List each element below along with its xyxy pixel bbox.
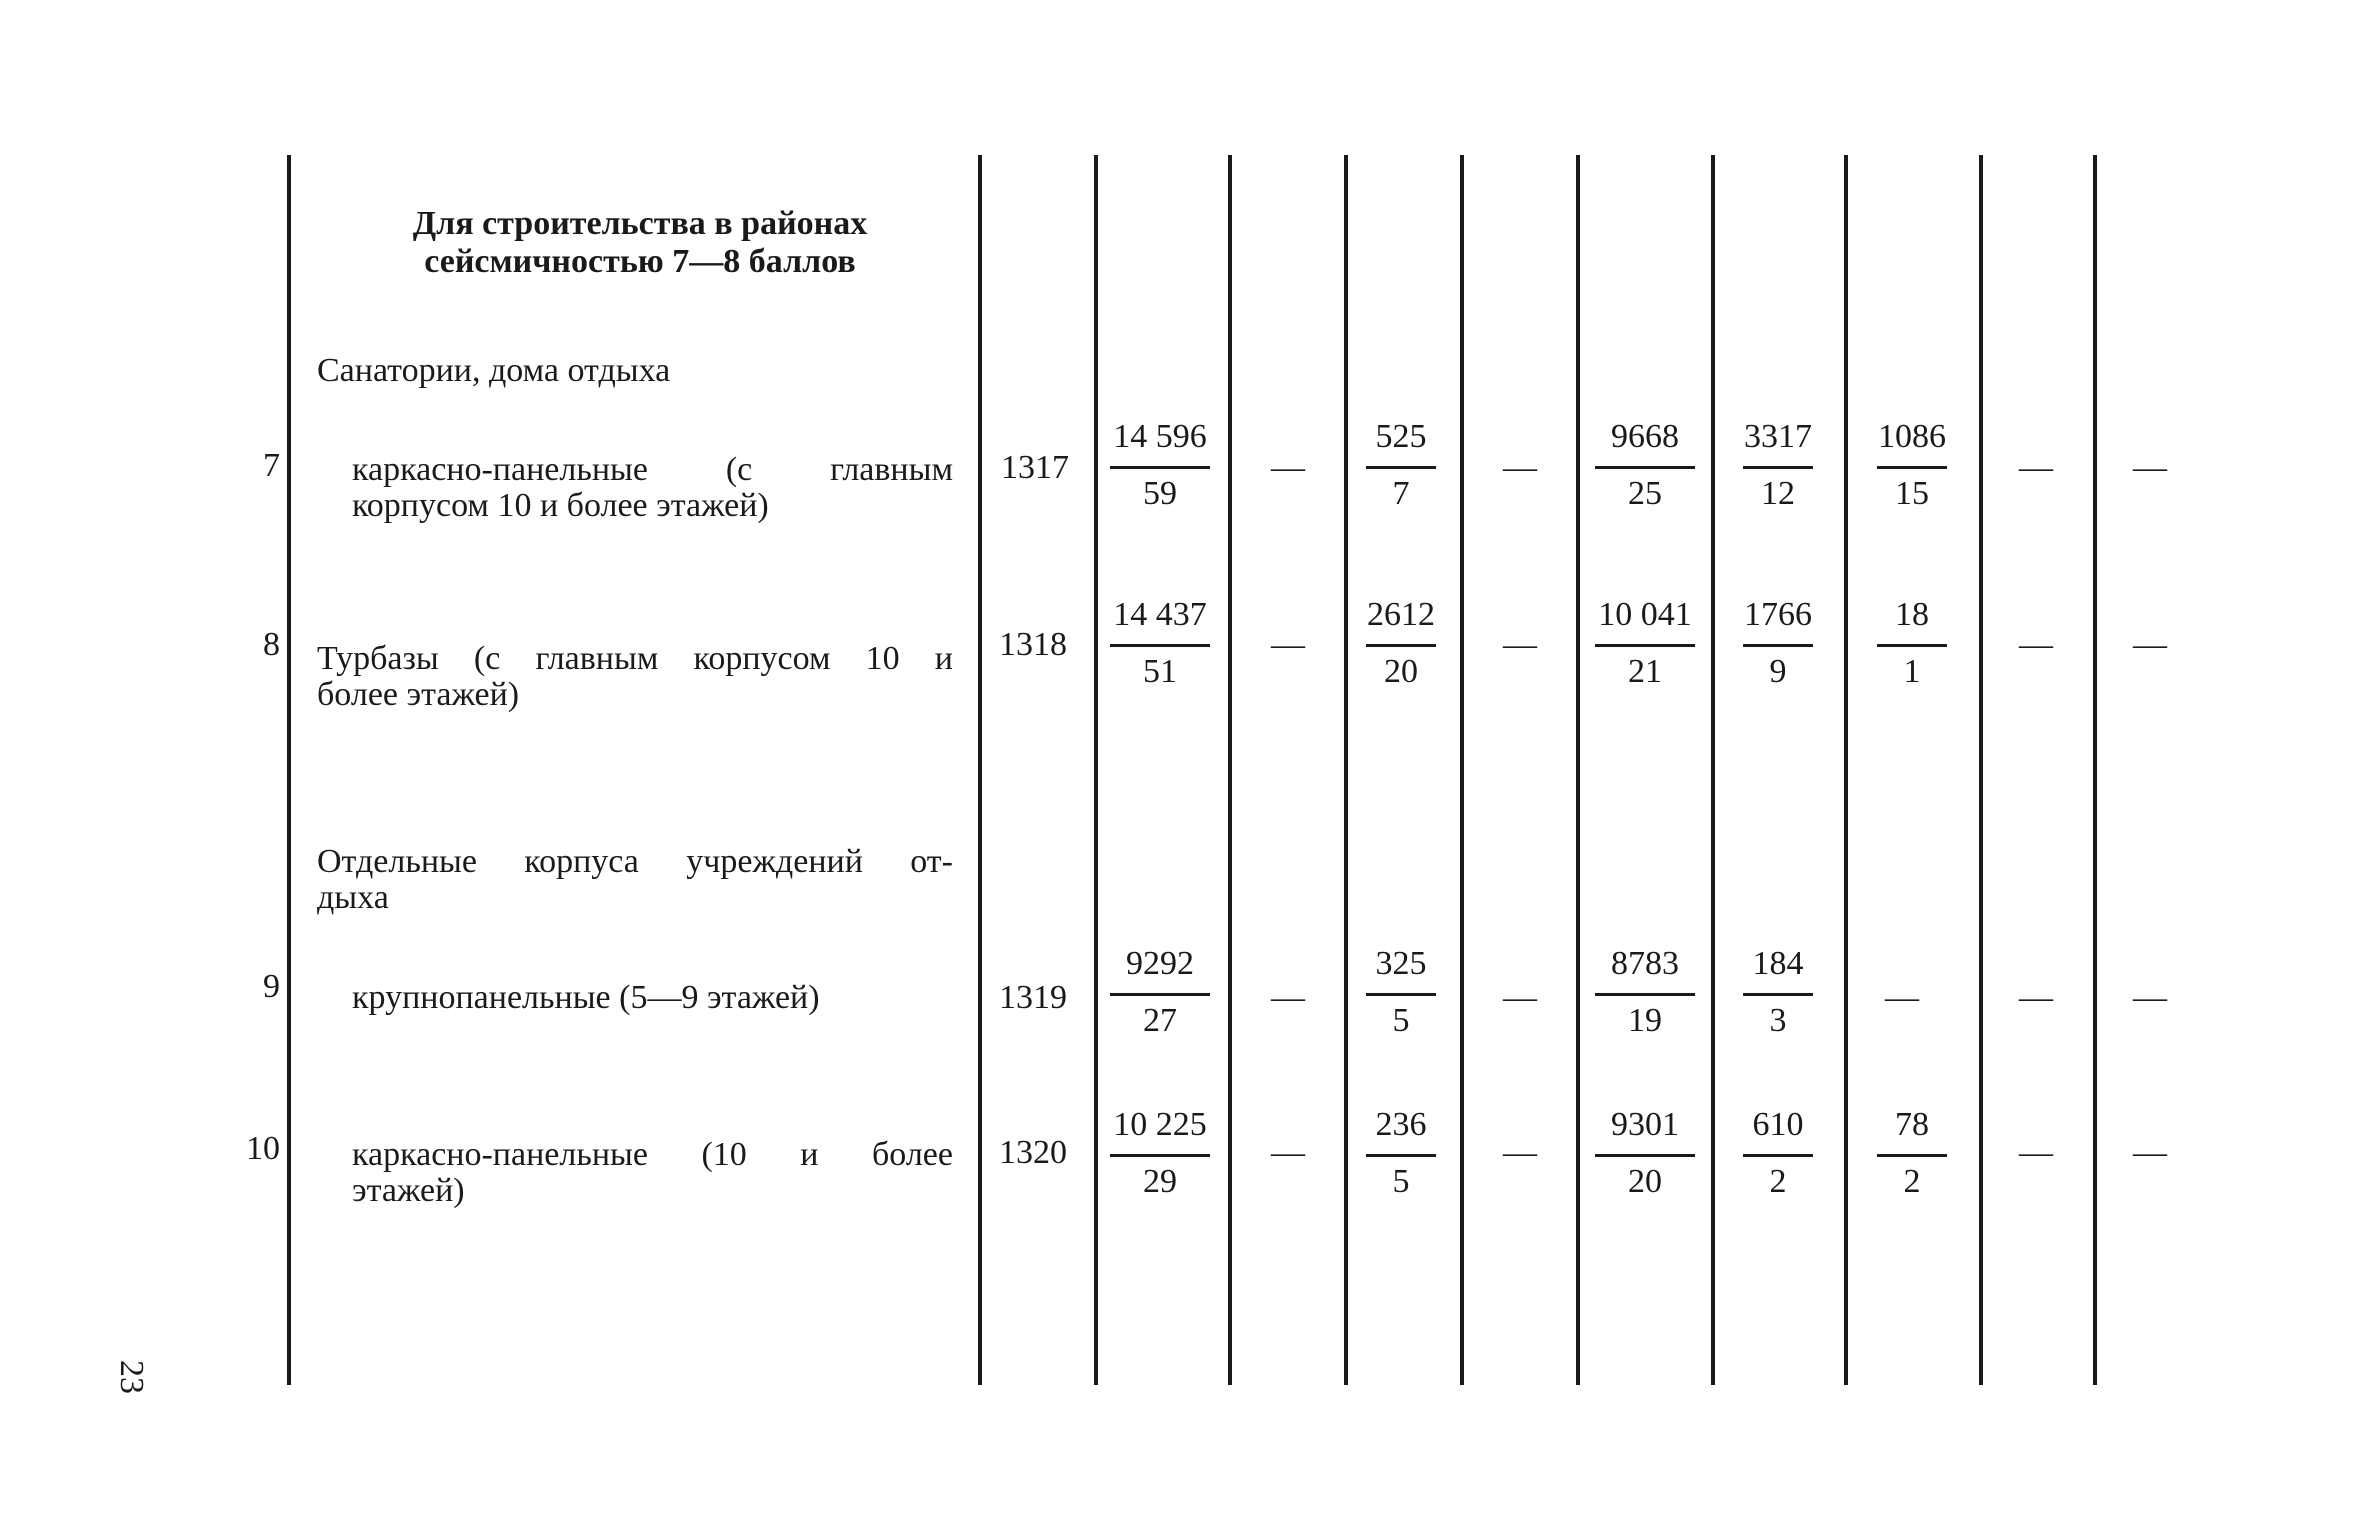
empty-cell-dash: — — [2019, 449, 2053, 486]
fraction-cell — [1718, 596, 1838, 697]
fraction-cell — [1341, 596, 1461, 697]
row-code: 1318 — [999, 626, 1067, 663]
empty-cell-dash: — — [2019, 626, 2053, 663]
fraction-bar — [1110, 993, 1210, 996]
column-rule-11 — [2093, 155, 2097, 1385]
fraction-cell — [1585, 1106, 1705, 1207]
fraction-denominator: 19 — [1628, 1002, 1662, 1039]
fraction-cell — [1100, 1106, 1220, 1207]
fraction-bar — [1743, 993, 1813, 996]
fraction-bar — [1110, 1154, 1210, 1157]
fraction-numerator: 236 — [1375, 1106, 1427, 1143]
section-heading — [290, 205, 990, 281]
fraction-denominator: 12 — [1761, 475, 1795, 512]
row-number: 7 — [263, 447, 280, 484]
fraction-denominator: 2 — [1769, 1163, 1787, 1200]
empty-cell-dash: — — [2133, 449, 2167, 486]
empty-cell-dash: — — [2133, 979, 2167, 1016]
fraction-bar — [1366, 993, 1436, 996]
empty-cell-dash: — — [1503, 1134, 1537, 1171]
fraction-denominator: 20 — [1384, 653, 1418, 690]
page-number: 23 — [113, 1360, 150, 1394]
fraction-denominator: 2 — [1903, 1163, 1921, 1200]
fraction-cell — [1100, 945, 1220, 1046]
column-rule-2 — [978, 155, 982, 1385]
fraction-numerator: 8783 — [1611, 945, 1679, 982]
fraction-bar — [1110, 644, 1210, 647]
column-rule-7 — [1576, 155, 1580, 1385]
empty-cell-dash: — — [2133, 1134, 2167, 1171]
fraction-numerator: 325 — [1375, 945, 1427, 982]
fraction-cell — [1718, 945, 1838, 1046]
row-label-line1: каркасно-панельные (10 и более — [352, 1136, 953, 1173]
fraction-cell — [1718, 418, 1838, 519]
fraction-bar — [1110, 466, 1210, 469]
fraction-bar — [1595, 466, 1695, 469]
empty-cell-dash: — — [1885, 979, 1919, 1016]
fraction-cell — [1585, 596, 1705, 697]
fraction-numerator: 9301 — [1611, 1106, 1679, 1143]
fraction-numerator: 1086 — [1878, 418, 1946, 455]
empty-cell-dash: — — [1503, 626, 1537, 663]
fraction-cell — [1585, 945, 1705, 1046]
group-label-korpusa-line2: дыха — [317, 879, 389, 916]
fraction-numerator: 3317 — [1744, 418, 1812, 455]
fraction-numerator: 10 041 — [1598, 596, 1692, 633]
fraction-cell — [1718, 1106, 1838, 1207]
fraction-cell — [1852, 596, 1972, 697]
row-number: 8 — [263, 626, 280, 663]
fraction-numerator: 2612 — [1367, 596, 1435, 633]
fraction-bar — [1743, 644, 1813, 647]
fraction-denominator: 20 — [1628, 1163, 1662, 1200]
column-rule-8 — [1711, 155, 1715, 1385]
empty-cell-dash: — — [2133, 626, 2167, 663]
fraction-bar — [1877, 644, 1947, 647]
column-rule-3 — [1094, 155, 1098, 1385]
row-label-line2: корпусом 10 и более этажей) — [352, 487, 769, 524]
row-label-line1: каркасно-панельные (с главным — [352, 451, 953, 488]
fraction-denominator: 51 — [1143, 653, 1177, 690]
fraction-bar — [1366, 1154, 1436, 1157]
fraction-bar — [1743, 1154, 1813, 1157]
fraction-numerator: 610 — [1752, 1106, 1804, 1143]
row-code: 1317 — [1001, 449, 1069, 486]
fraction-denominator: 21 — [1628, 653, 1662, 690]
empty-cell-dash: — — [2019, 1134, 2053, 1171]
fraction-numerator: 184 — [1752, 945, 1804, 982]
fraction-bar — [1877, 1154, 1947, 1157]
fraction-bar — [1366, 466, 1436, 469]
fraction-denominator: 9 — [1769, 653, 1787, 690]
fraction-numerator: 14 596 — [1113, 418, 1207, 455]
fraction-cell — [1341, 945, 1461, 1046]
fraction-bar — [1877, 466, 1947, 469]
section-heading-line1: Для строительства в районах — [412, 205, 868, 242]
fraction-bar — [1595, 1154, 1695, 1157]
row-code: 1320 — [999, 1134, 1067, 1171]
fraction-bar — [1366, 644, 1436, 647]
fraction-cell — [1100, 596, 1220, 697]
fraction-cell — [1100, 418, 1220, 519]
row-label-line2: более этажей) — [317, 676, 520, 713]
fraction-denominator: 7 — [1392, 475, 1410, 512]
column-rule-10 — [1979, 155, 1983, 1385]
fraction-denominator: 5 — [1392, 1002, 1410, 1039]
row-number: 9 — [263, 968, 280, 1005]
fraction-cell — [1852, 418, 1972, 519]
row-number: 10 — [246, 1130, 280, 1167]
fraction-numerator: 525 — [1375, 418, 1427, 455]
fraction-numerator: 1766 — [1744, 596, 1812, 633]
fraction-cell — [1585, 418, 1705, 519]
fraction-numerator: 10 225 — [1113, 1106, 1207, 1143]
fraction-denominator: 29 — [1143, 1163, 1177, 1200]
row-label-line2: этажей) — [352, 1172, 465, 1209]
fraction-numerator: 18 — [1895, 596, 1929, 633]
column-rule-4 — [1228, 155, 1232, 1385]
empty-cell-dash: — — [1271, 979, 1305, 1016]
empty-cell-dash: — — [1271, 626, 1305, 663]
empty-cell-dash: — — [1271, 449, 1305, 486]
empty-cell-dash: — — [2019, 979, 2053, 1016]
row-label-line1: Турбазы (с главным корпусом 10 и — [317, 640, 953, 677]
column-rule-9 — [1844, 155, 1848, 1385]
fraction-cell — [1341, 1106, 1461, 1207]
fraction-cell — [1341, 418, 1461, 519]
fraction-bar — [1743, 466, 1813, 469]
fraction-numerator: 9292 — [1126, 945, 1194, 982]
fraction-denominator: 15 — [1895, 475, 1929, 512]
fraction-bar — [1595, 993, 1695, 996]
fraction-numerator: 14 437 — [1113, 596, 1207, 633]
fraction-numerator: 9668 — [1611, 418, 1679, 455]
fraction-bar — [1595, 644, 1695, 647]
fraction-numerator: 78 — [1895, 1106, 1929, 1143]
section-heading-line2: сейсмичностью 7—8 баллов — [424, 243, 856, 280]
empty-cell-dash: — — [1503, 979, 1537, 1016]
fraction-denominator: 25 — [1628, 475, 1662, 512]
fraction-cell — [1852, 1106, 1972, 1207]
fraction-denominator: 1 — [1903, 653, 1921, 690]
group-label-korpusa-line1: Отдельные корпуса учреждений от- — [317, 843, 953, 880]
empty-cell-dash: — — [1503, 449, 1537, 486]
row-code: 1319 — [999, 979, 1067, 1016]
column-rule-1 — [287, 155, 291, 1385]
fraction-denominator: 27 — [1143, 1002, 1177, 1039]
group-label-sanatorii: Санатории, дома отдыха — [317, 352, 671, 389]
row-label-line1: крупнопанельные (5—9 этажей) — [352, 979, 820, 1016]
fraction-denominator: 59 — [1143, 475, 1177, 512]
fraction-denominator: 5 — [1392, 1163, 1410, 1200]
fraction-denominator: 3 — [1769, 1002, 1787, 1039]
empty-cell-dash: — — [1271, 1134, 1305, 1171]
